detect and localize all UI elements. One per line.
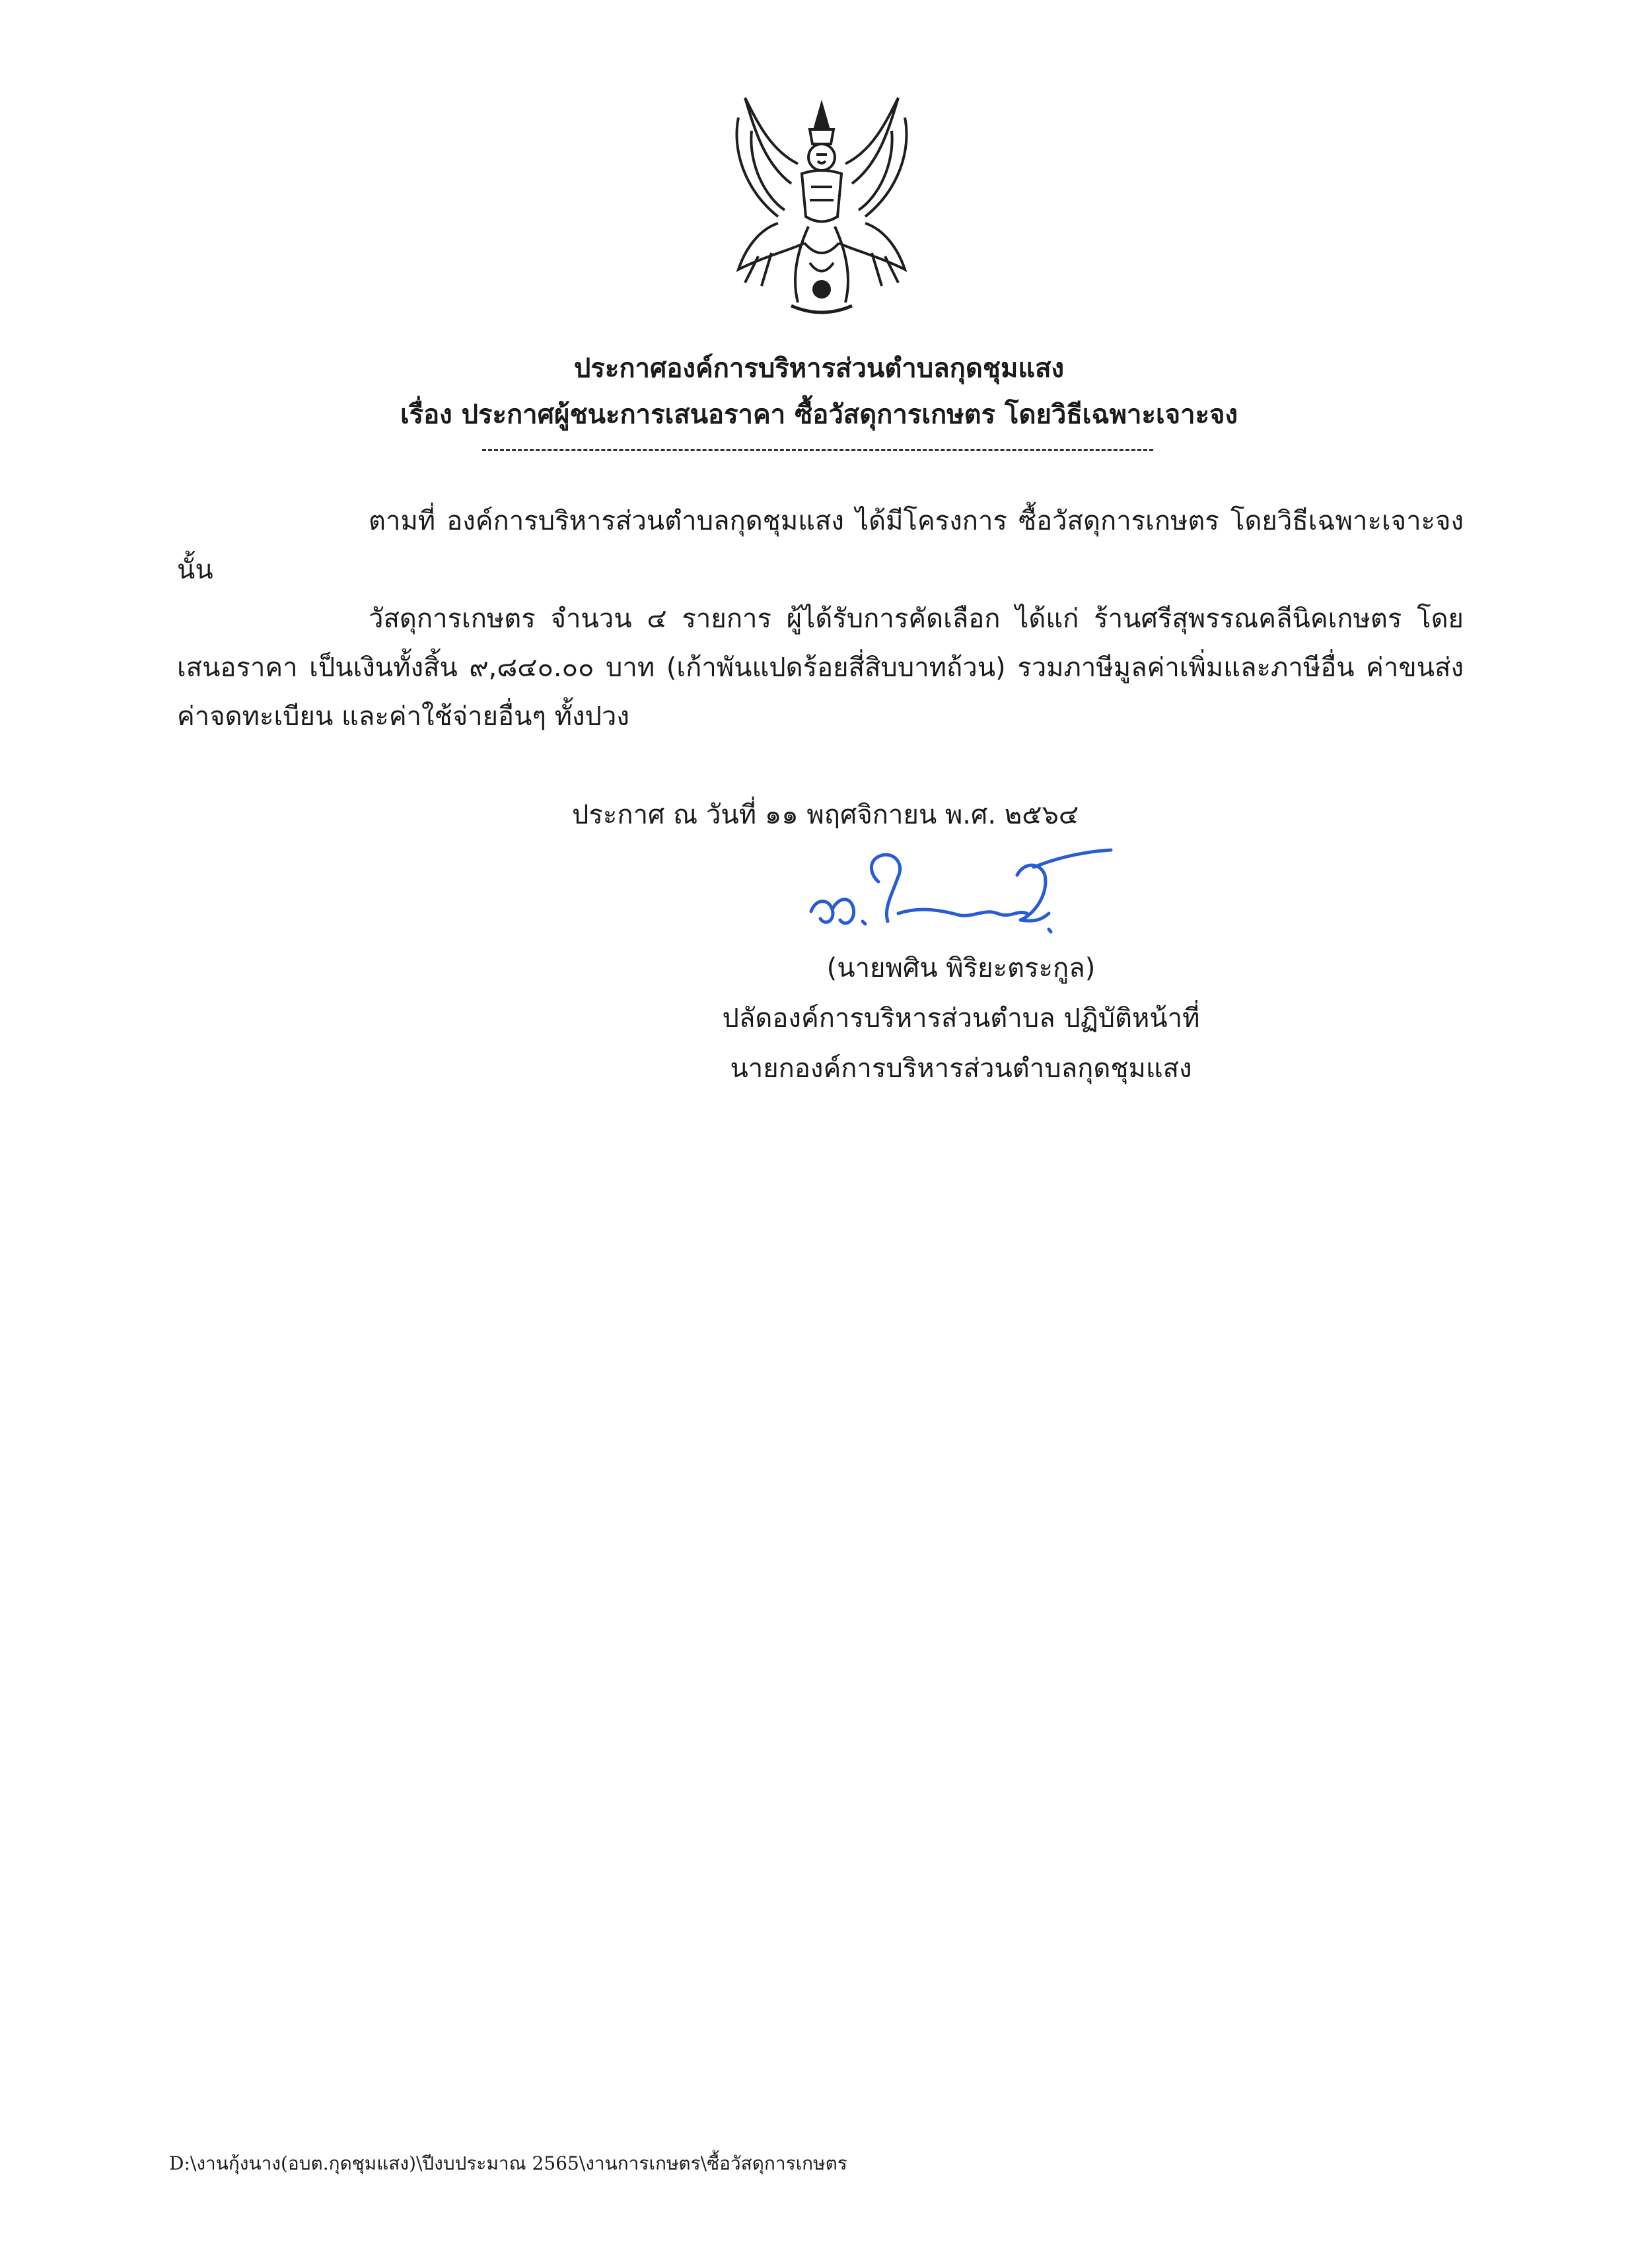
signatory-position: ปลัดองค์การบริหารส่วนตำบล ปฏิบัติหน้าที่ [722, 1003, 1200, 1034]
title-divider [482, 449, 1153, 451]
body-paragraph-1 [177, 497, 1464, 594]
garuda-emblem-icon [719, 91, 925, 320]
paragraph-1-text: ตามที่ องค์การบริหารส่วนตำบลกุดชุมแสง ได้มีโครงการ ซื้อวัสดุการเกษตร โดยวิธีเฉพาะเจาะจง นั้น [177, 506, 1464, 585]
document-subject: เรื่อง ประกาศผู้ชนะการเสนอราคา ซื้อวัสดุการเกษตร โดยวิธีเฉพาะเจาะจง [400, 400, 1238, 430]
document-title: ประกาศองค์การบริหารส่วนตำบลกุดชุมแสง [573, 353, 1065, 384]
body-paragraph-2 [177, 594, 1464, 741]
signatory-name: (นายพศิน พิริยะตระกูล) [826, 953, 1096, 983]
signatory-acting-position: นายกองค์การบริหารส่วนตำบลกุดชุมแสง [730, 1053, 1192, 1084]
paragraph-2-text: วัสดุการเกษตร จำนวน ๔ รายการ ผู้ได้รับการคัดเลือก ได้แก่ ร้านศรีสุพรรณคลีนิคเกษตร โดยเสนอราคา เป็นเงินทั้งสิ้น ๙,๘๔๐.๐๐ บาท (เก้าพันแปดร้อยสี่สิบบาทถ้วน) รวมภาษีมูลค่าเพิ่มและภาษีอื่น ค่าขนส่ง ค่าจดทะเบียน และค่าใช้จ่ายอื่นๆ ทั้งปวง [177, 604, 1464, 732]
footer-file-path: D:\งานกุ้งนาง(อบต.กุดชุมแสง)\ปีงบประมาณ 2565\งานการเกษตร\ซื้อวัสดุการเกษตร [169, 2152, 847, 2174]
announcement-date: ประกาศ ณ วันที่ ๑๑ พฤศจิกายน พ.ศ. ๒๕๖๔ [572, 800, 1079, 830]
handwritten-signature-icon [799, 835, 1120, 941]
signatory-block [687, 943, 1235, 1094]
